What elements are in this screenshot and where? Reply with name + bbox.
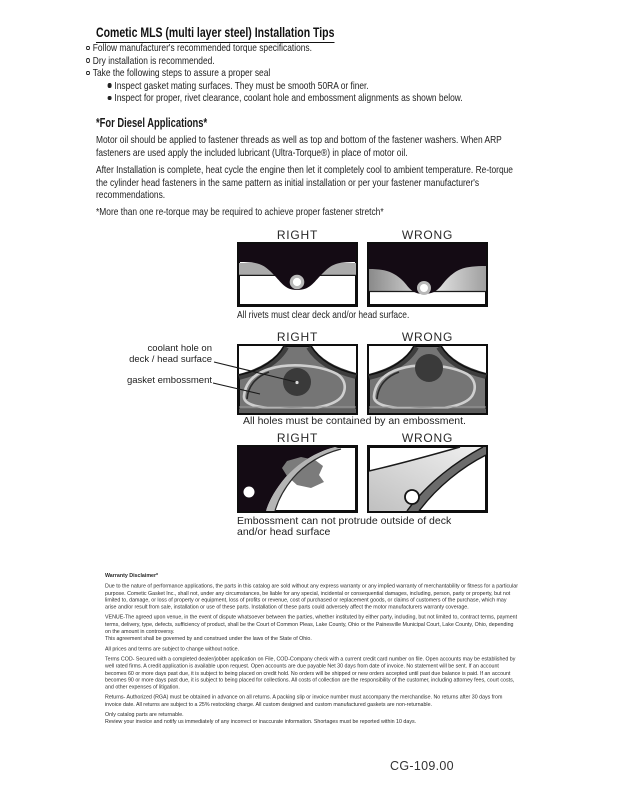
warranty-disclaimer — [105, 572, 518, 729]
tip-text: Inspect for proper, rivet clearance, coolant hole and embossment alignments as shown below. — [114, 92, 463, 105]
list-item — [86, 55, 566, 68]
list-item — [86, 67, 566, 80]
tip-text: Dry installation is recommended. — [92, 54, 215, 67]
callout-line: deck / head surface — [129, 353, 212, 365]
installation-tips-list — [86, 42, 566, 105]
page-title: Cometic MLS (multi layer steel) Installation Tips — [96, 24, 334, 43]
right-label-row1: RIGHT — [276, 228, 319, 242]
hollow-bullet-icon — [86, 58, 90, 63]
hollow-bullet-icon — [86, 71, 90, 76]
tip-text: Follow manufacturer's recommended torque specifications. — [92, 42, 312, 54]
disclaimer-prices: All prices and terms are subject to change without notice. — [105, 646, 240, 652]
right-label-row2: RIGHT — [276, 330, 319, 344]
disclaimer-governed: This agreement shall be governed by and construed under the laws of the State of Ohio. — [105, 635, 312, 642]
coolant-hole-callout — [100, 344, 212, 366]
diagram-coolant-right — [237, 344, 358, 415]
diagram-rivet-wrong — [367, 242, 488, 307]
diesel-paragraph-1: Motor oil should be applied to fastener threads as well as top and bottom of the fastener washers. When ARP fasteners are used apply the included lubricant (Ultra-Torque®) in place of motor oil. — [96, 134, 502, 159]
disclaimer-venue: VENUE-The agreed upon venue, in the event of dispute whatsoever between the parties, whether instituted by either party, including, but not limited to, contract terms, payment terms, delivery, type, defects, sufficiency of product, shall be the Court of Common Pleas, Lake County, Ohio or the Painesville Municipal Court, Lake County, Ohio, depending on the amount in controversy. — [105, 614, 518, 635]
disclaimer-returns: Returns- Authorized (RGA) must be obtained in advance on all returns. A packing slip or invoice number must accompany the merchandise. No returns after 30 days from invoice date. All returns are subject to a 25% restocking charge. All custom designed and custom manufactured gaskets are non-returnable. — [105, 694, 503, 708]
diesel-heading: *For Diesel Applications* — [96, 116, 208, 130]
diagram-embossment-wrong — [367, 445, 488, 513]
list-item — [86, 42, 566, 55]
disclaimer-heading: Warranty Disclaimer* — [105, 572, 159, 579]
diesel-paragraph-2: After Installation is complete, heat cycle the engine then let it completely cool to ambient temperature. Re-torque the cylinder head fasteners in the same pattern as initial installation or per your fastener manufacturer's recommendations. — [96, 164, 513, 201]
bullet-icon — [108, 83, 112, 88]
list-item — [86, 92, 566, 105]
row2-caption: All holes must be contained by an embossment. — [243, 415, 466, 427]
disclaimer-terms: Terms COD- Secured with a completed dealer/jobber application on File, COD-Company check with a current credit card number on file. Open accounts may be established by well rated firms. A credit application is available upon request. Open accounts are due payable Net 30 days from date of invoice. No statement will be sent. If an account becomes 60 or more days past due, it is subject to being placed on credit hold. No orders will be shipped or new orders accepted until past due balance is paid. If an account becomes 90 or more days past due, it is subject to being placed for collections. All costs of collection are the responsibility of the customer, including attorney fees, court costs, and other expenses of litigation. — [105, 656, 516, 691]
disclaimer-review: Review your invoice and notify us immediately of any incorrect or inaccurate information. Shortages must be reported within 10 days. — [105, 718, 417, 725]
callout-line: coolant hole on — [147, 343, 212, 354]
row1-caption: All rivets must clear deck and/or head surface. — [237, 309, 410, 321]
diagram-embossment-right — [237, 445, 358, 513]
disclaimer-warranty: Due to the nature of performance applications, the parts in this catalog are sold without any express warranty or any implied warranty of merchantability or fitness for a particular purpose. Cometic Gasket Inc., shall not, under any circumstances, be liable for any special, incidental or consequential damages, including, person, party or property, but not limited to, damage, or loss of property or equipment, loss of profits or revenue, cost of purchased or replacement goods, or claims of customers of the purchase, which may arise and/or result from sale, installation or use of these parts. Installation of these parts could adversely affect the motor manufacturers warranty coverage. — [105, 583, 519, 611]
list-item — [86, 80, 566, 93]
tip-text: Inspect gasket mating surfaces. They must be smooth 50RA or finer. — [114, 79, 369, 92]
gasket-embossment-callout: gasket embossment — [126, 375, 212, 386]
row3-caption: Embossment can not protrude outside of deck and/or head surface — [237, 515, 452, 538]
diagram-rivet-right — [237, 242, 358, 307]
tip-text: Take the following steps to assure a proper seal — [92, 67, 271, 80]
bullet-icon — [108, 96, 112, 101]
wrong-label-row2: WRONG — [401, 330, 454, 344]
disclaimer-catalog: Only catalog parts are returnable. — [105, 711, 184, 718]
diagram-coolant-wrong — [367, 344, 488, 415]
retorque-note: *More than one re-torque may be required to achieve proper fastener stretch* — [96, 206, 384, 218]
hollow-bullet-icon — [86, 46, 90, 51]
right-label-row3: RIGHT — [276, 431, 319, 445]
wrong-label-row3: WRONG — [401, 431, 454, 445]
wrong-label-row1: WRONG — [401, 228, 454, 242]
page-number: CG-109.00 — [390, 759, 454, 773]
